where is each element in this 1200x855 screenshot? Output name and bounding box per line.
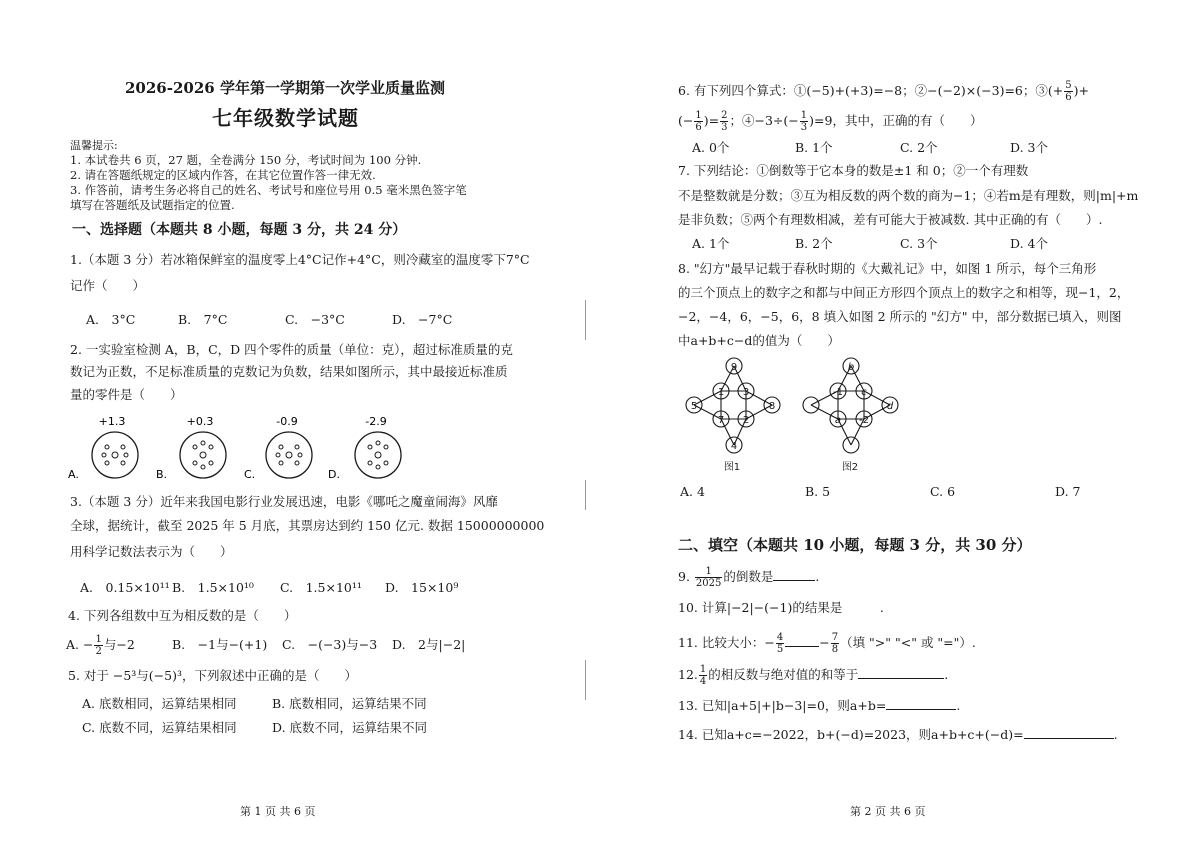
part-d [328, 415, 401, 481]
q6-line-1: 6. 有下列四个算式：①(−5)+(+3)=−8；②−(−2)×(−3)=6；③(+ $\frac{5}{6}$ )+ [678, 80, 1089, 103]
q6-part-1: 6. 有下列四个算式：①(−5)+(+3)=−8；②−(−2)×(−3)=6；③ [678, 83, 1048, 98]
q7-line-2: 不是整数就是分数；③互为相反数的两个数的商为−1；④若m是有理数，则|m|+m [678, 188, 1139, 203]
q5-stem: 5. 对于 −5³与(−5)³，下列叙述中正确的是（ ） [68, 668, 358, 683]
q9-answer-blank[interactable] [773, 568, 815, 581]
q14-text: 14. 已知a+c=−2022，b+(−d)=2023，则a+b+c+(−d)= [678, 727, 1024, 742]
q8-line-3: −2，−4，6，−5，6，8 填入如图 2 所示的 "幻方" 中，部分数据已填入，则图 [678, 309, 1122, 324]
q14: 14. 已知a+c=−2022，b+(−d)=2023，则a+b+c+(−d)= . [678, 727, 1118, 742]
part-a-disc [92, 432, 138, 478]
tips-title: 温馨提示: [70, 139, 118, 152]
q8-option-c: C. 6 [930, 484, 956, 499]
q6-part-3: =9，其中，正确的有（ ） [814, 113, 983, 128]
q12-num: 12. [678, 667, 698, 682]
q2-line-1: 2. 一实验室检测 A，B，C，D 四个零件的质量（单位：克），超过标准质量的克 [70, 342, 513, 357]
fraction-four-fifths: $\frac{4}{5}$ [776, 632, 784, 655]
q4-option-a-text: 与−2 [103, 637, 135, 652]
fig1-node: 5 [690, 401, 698, 412]
q1-option-d: D. −7°C [392, 312, 453, 327]
part-c-disc [266, 432, 312, 478]
q12: 12. $\frac{1}{4}$ 的相反数与绝对值的和等于 . [678, 664, 949, 687]
fraction-five-sixths: $\frac{5}{6}$ [1065, 80, 1072, 103]
fig2-node: c [861, 387, 867, 398]
fig2-node: -1 [833, 387, 843, 398]
fig1-node: 9 [730, 362, 738, 373]
figure-2-labels [833, 362, 894, 473]
part-d-value: -2.9 [365, 415, 387, 428]
q5-option-b: B. 底数相同，运算结果不同 [272, 696, 427, 711]
q6-option-c: C. 2个 [900, 140, 938, 155]
part-a-value: +1.3 [98, 415, 126, 428]
fig1-node: 2 [742, 415, 750, 426]
fold-mark [585, 300, 586, 340]
right-page [600, 0, 1200, 855]
q6-part-2: ④−3÷ [741, 113, 784, 128]
tip-line-1: 1. 本试卷共 6 页，27 题，全卷满分 150 分，考试时间为 100 分钟. [70, 153, 422, 167]
q1-option-c: C. −3°C [285, 312, 345, 327]
q4-option-a: A. − $\frac{1}{2}$ 与−2 [66, 634, 135, 657]
exam-header: 2026-2026 学年第一学期第一次学业质量监测 [125, 79, 445, 97]
q9-end: . [815, 569, 820, 584]
q14-answer-blank[interactable] [1024, 726, 1114, 739]
left-page [0, 0, 590, 855]
fig1-label: 图1 [723, 462, 741, 473]
fraction-one-half: $\frac{1}{2}$ [95, 634, 102, 657]
q3-line-3: 用科学记数法表示为（ ） [70, 544, 233, 559]
part-a-letter: A. [68, 468, 79, 481]
page-footer: 第 2 页 共 6 页 [850, 805, 926, 818]
q10: 10. 计算|−2|−(−1)的结果是 . [678, 600, 884, 615]
q13-answer-blank[interactable] [886, 697, 956, 710]
q2-line-2: 数记为正数，不足标准质量的克数记为负数，结果如图所示，其中最接近标准质 [70, 364, 508, 379]
part-b-letter: B. [156, 468, 168, 481]
fold-mark [585, 480, 586, 510]
magic-square-figures [680, 352, 920, 477]
q6-line-2: (− $\frac{1}{6}$ )= $\frac{2}{3}$ ；④−3÷(− $\frac{1}{3}$ )=9，其中，正确的有（ ） [678, 110, 983, 133]
q11-prefix: 11. 比较大小： [678, 635, 765, 650]
fig1-node: 7 [717, 415, 725, 426]
part-b-disc [180, 432, 226, 478]
q8-option-d: D. 7 [1055, 484, 1081, 499]
q1-line-1: 1.（本题 3 分）若冰箱保鲜室的温度零上4°C记作+4°C，则冷藏室的温度零下7°C [70, 252, 530, 267]
q7-option-a: A. 1个 [692, 236, 730, 251]
fraction-one-third: $\frac{1}{3}$ [800, 110, 808, 133]
part-a [68, 415, 138, 481]
q12-frac-numerator: 1 [699, 664, 707, 675]
fig1-node: 8 [768, 401, 776, 412]
q2-parts-figure [60, 412, 460, 482]
q1-line-2: 记作（ ） [70, 278, 146, 293]
q4-option-c: C. −(−3)与−3 [282, 637, 378, 652]
part-b-value: +0.3 [186, 415, 214, 428]
fig2-node: -2 [859, 415, 869, 426]
q3-option-c: C. 1.5×10¹¹ [280, 580, 362, 595]
fraction-seven-eighths: $\frac{7}{8}$ [831, 632, 839, 655]
q7-option-b: B. 2个 [795, 236, 833, 251]
fig2-label: 图2 [841, 462, 859, 473]
section-heading-1: 一、选择题（本题共 8 小题，每题 3 分，共 24 分） [72, 222, 407, 238]
q7-option-d: D. 4个 [1010, 236, 1048, 251]
q5-option-a: A. 底数相同，运算结果相同 [82, 696, 237, 711]
q8-option-a: A. 4 [680, 484, 705, 499]
q4-option-a-label: A. [66, 637, 80, 652]
q3-option-b: B. 1.5×10¹⁰ [172, 580, 254, 595]
fraction-one-sixth: $\frac{1}{6}$ [695, 110, 702, 133]
fraction-q12 [699, 664, 707, 687]
q12-text: 的相反数与绝对值的和等于 [708, 667, 859, 682]
q1-option-a: A. 3°C [86, 312, 136, 327]
exam-title: 七年级数学试题 [212, 106, 359, 130]
fig2-node: a [834, 415, 842, 426]
q9-num: 9. [678, 569, 690, 584]
q3-option-d: D. 15×10⁹ [385, 580, 459, 595]
part-c-letter: C. [244, 468, 256, 481]
q9 [678, 566, 819, 589]
q3-line-1: 3.（本题 3 分）近年来我国电影行业发展迅速，电影《哪吒之魔童闹海》风靡 [70, 494, 498, 509]
q7-option-c: C. 3个 [900, 236, 938, 251]
q7-line-1: 7. 下列结论：①倒数等于它本身的数是±1 和 0；②一个有理数 [678, 163, 1029, 178]
fig1-node: 1 [717, 387, 725, 398]
q8-line-4: 中a+b+c−d的值为（ ） [678, 333, 840, 348]
q12-answer-blank[interactable] [858, 666, 944, 679]
fig1-node: 3 [742, 387, 750, 398]
part-c [244, 415, 312, 481]
q6-option-a: A. 0个 [692, 140, 730, 155]
part-d-disc [355, 432, 401, 478]
q2-line-3: 量的零件是（ ） [70, 387, 183, 402]
part-c-value: -0.9 [276, 415, 298, 428]
q8-line-2: 的三个顶点上的数字之和都与中间正方形四个顶点上的数字之和相等，现−1，2， [678, 285, 1130, 300]
q4-option-d: D. 2与|−2| [392, 637, 466, 652]
q11-answer-blank[interactable] [785, 634, 819, 647]
q8-option-b: B. 5 [805, 484, 831, 499]
fraction-two-thirds: $\frac{2}{3}$ [721, 110, 728, 133]
part-d-letter: D. [328, 468, 340, 481]
fig2-node: b [847, 362, 855, 373]
q9-frac-numerator: 1 [695, 566, 722, 578]
tip-line-4: 填写在答题纸及试题指定的位置. [70, 198, 235, 212]
fig2-node: d [886, 401, 894, 412]
q4-option-b: B. −1与−(+1) [172, 637, 268, 652]
fold-mark [585, 660, 586, 700]
q9-frac-denominator: 2025 [695, 578, 722, 589]
fig1-node: 4 [730, 441, 738, 452]
q13-text: 13. 已知|a+5|+|b−3|=0，则a+b= [678, 698, 887, 713]
tip-line-2: 2. 请在答题纸规定的区域内作答，在其它位置作答一律无效. [70, 168, 376, 182]
q12-frac-denominator: 4 [699, 676, 707, 687]
q6-option-b: B. 1个 [795, 140, 833, 155]
q13: 13. 已知|a+5|+|b−3|=0，则a+b= . [678, 698, 961, 713]
q7-line-3: 是非负数；⑤两个有理数相减，差有可能大于被减数. 其中正确的有（ ）. [678, 212, 1103, 227]
q6-option-d: D. 3个 [1010, 140, 1048, 155]
q1-option-b: B. 7°C [178, 312, 228, 327]
figure-1-labels [691, 362, 775, 473]
q4-stem: 4. 下列各组数中互为相反数的是（ ） [68, 608, 297, 623]
q3-option-a: A. 0.15×10¹¹ [80, 580, 170, 595]
fraction-q9 [695, 566, 722, 589]
q5-option-c: C. 底数不同，运算结果相同 [82, 720, 237, 735]
q9-text: 的倒数是 [723, 569, 774, 584]
q11: 11. 比较大小：− $\frac{4}{5}$ − $\frac{7}{8}$ （填 ">" "<" 或 "="）. [678, 632, 976, 655]
q5-option-d: D. 底数不同，运算结果不同 [272, 720, 428, 735]
part-b [156, 415, 226, 481]
q3-line-2: 全球，据统计，截至 2025 年 5 月底，其票房达到约 150 亿元. 数据 15000000000 [70, 518, 545, 533]
page-footer: 第 1 页 共 6 页 [240, 805, 316, 818]
q8-line-1: 8. "幻方"最早记载于春秋时期的《大戴礼记》中，如图 1 所示，每个三角形 [678, 261, 1097, 276]
tip-line-3: 3. 作答前，请考生务必将自己的姓名、考试号和座位号用 0.5 毫米黑色签字笔 [70, 183, 467, 197]
q11-tail: （填 ">" "<" 或 "="）. [840, 635, 976, 650]
section-heading-2: 二、填空（本题共 10 小题，每题 3 分，共 30 分） [678, 536, 1032, 554]
